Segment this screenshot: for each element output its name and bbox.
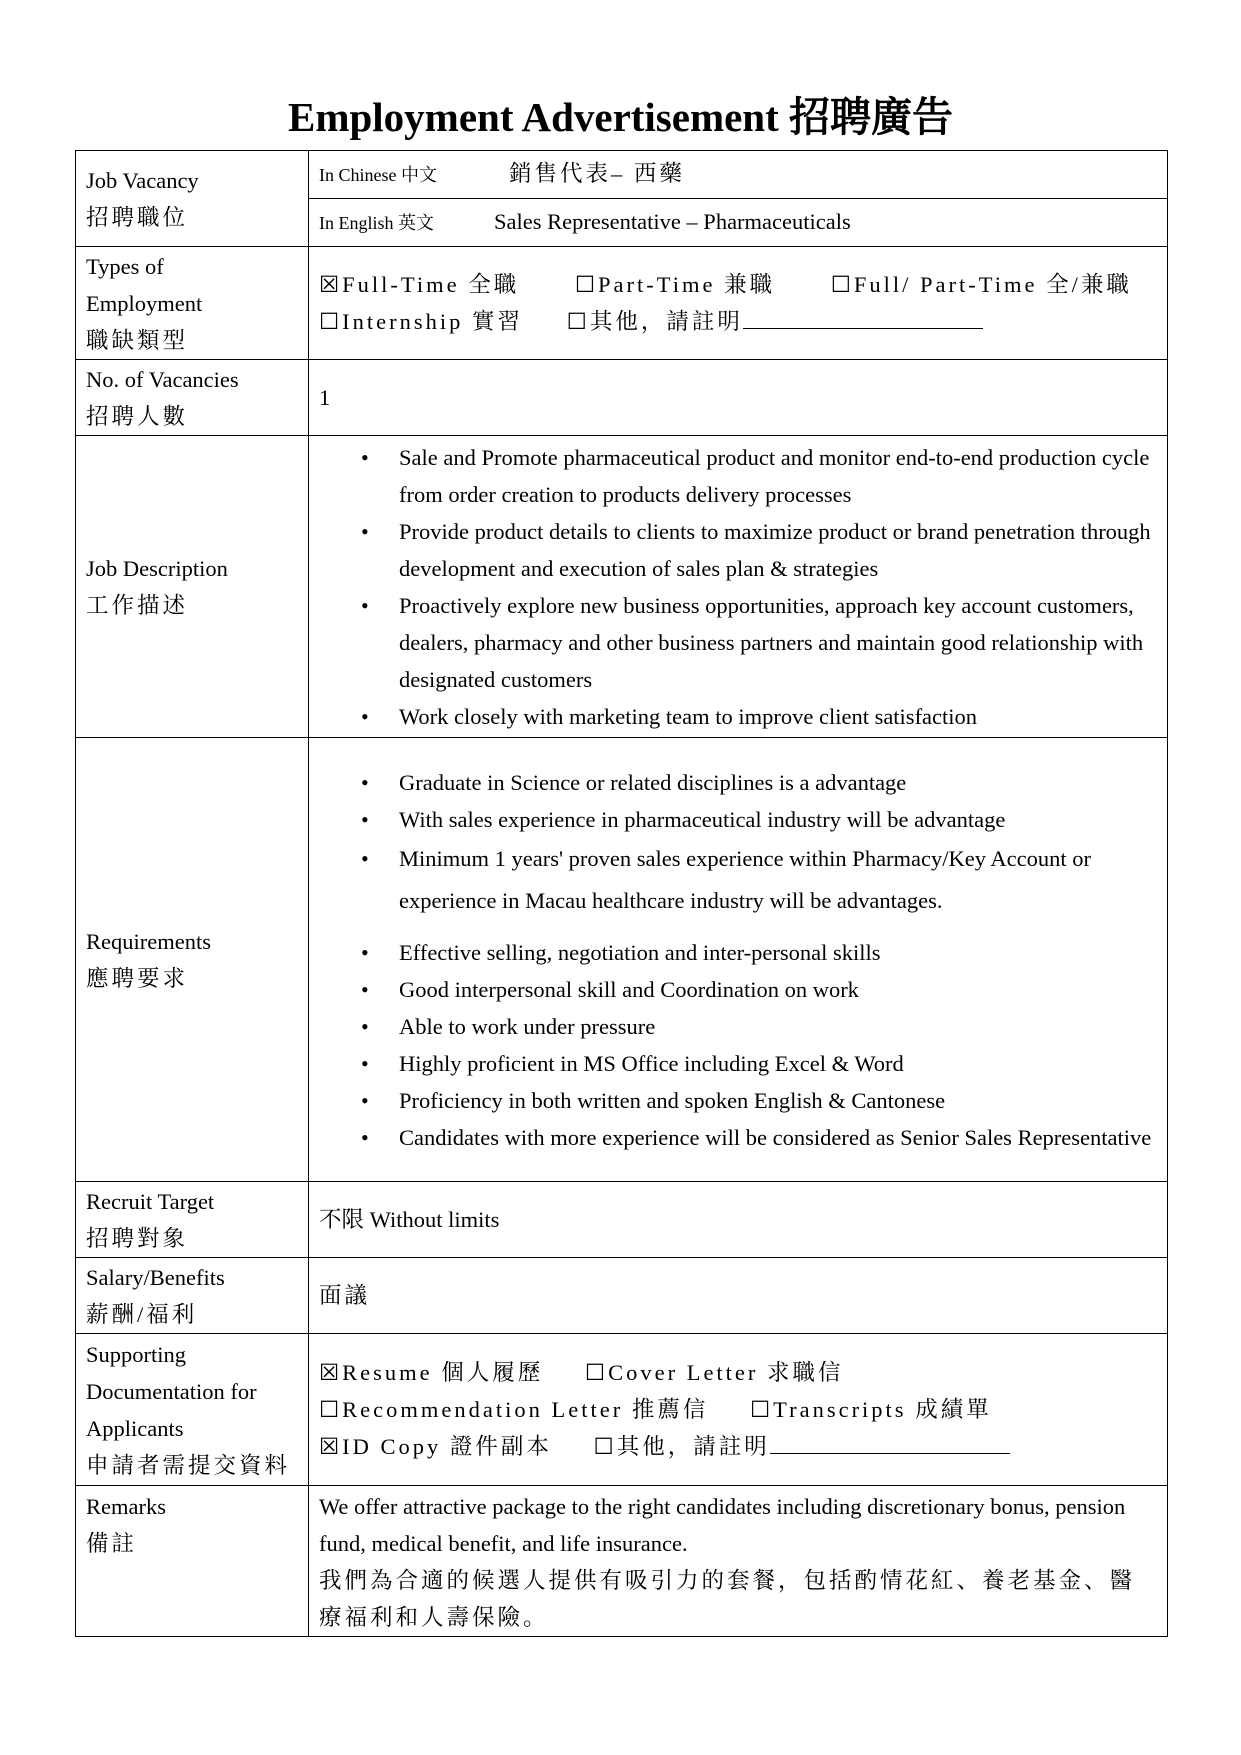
- job-vacancy-label-en: Job Vacancy: [86, 167, 199, 193]
- full-part-time-checkbox[interactable]: ☐Full/ Part-Time 全/兼職: [830, 272, 1132, 297]
- english-label: In English 英文: [319, 213, 434, 233]
- remarks-text-cn: 我們為合適的候選人提供有吸引力的套餐，包括酌情花紅、養老基金、醫療福利和人壽保險。: [319, 1568, 1136, 1630]
- list-item: • Candidates with more experience will be considered as Senior Sales Representative: [399, 1119, 1157, 1156]
- recruit-target-label: [76, 1182, 309, 1258]
- supporting-docs-label-cn: 申請者需提交資料: [86, 1452, 291, 1478]
- other-checkbox[interactable]: ☐其他，請註明: [566, 309, 743, 334]
- other-docs-specify-line[interactable]: [770, 1431, 1010, 1454]
- supporting-docs-row: [76, 1334, 1168, 1486]
- salary-label-cn: 薪酬/福利: [86, 1301, 198, 1327]
- cover-letter-checkbox[interactable]: ☐Cover Letter 求職信: [584, 1360, 844, 1385]
- advertisement-table: [75, 150, 1168, 1637]
- job-description-list: [319, 439, 1157, 735]
- page-title: Employment Advertisement 招聘廣告: [287, 94, 954, 140]
- requirements-row: [76, 738, 1168, 1182]
- list-item: • Proactively explore new business opportunities, approach key account customers, dealers, pharmacy and other business partners and maintain good relationship with designated customers: [399, 587, 1157, 698]
- vacancies-label-cn: 招聘人數: [86, 403, 189, 429]
- job-vacancy-label: [76, 151, 309, 247]
- resume-checkbox[interactable]: ☒Resume 個人履歷: [319, 1360, 544, 1385]
- list-item: • Minimum 1 years' proven sales experience within Pharmacy/Key Account or experience in Macau healthcare industry will be advantages.: [399, 838, 1157, 922]
- requirements-label: [76, 738, 309, 1182]
- remarks-content: [309, 1486, 1168, 1637]
- list-item: • Sale and Promote pharmaceutical product and monitor end-to-end production cycle from order creation to products delivery processes: [399, 439, 1157, 513]
- employment-type-label-cn: 職缺類型: [86, 327, 189, 353]
- remarks-text-en: We offer attractive package to the right candidates including discretionary bonus, pension fund, medical benefit, and life insurance.: [319, 1494, 1126, 1556]
- job-vacancy-english-cell: [309, 199, 1168, 247]
- job-description-content: [309, 436, 1168, 738]
- salary-row: [76, 1258, 1168, 1334]
- remarks-label: [76, 1486, 309, 1637]
- employment-type-options: [309, 247, 1168, 360]
- full-time-checkbox[interactable]: ☒Full-Time 全職: [319, 272, 520, 297]
- remarks-row: [76, 1486, 1168, 1637]
- job-description-label: [76, 436, 309, 738]
- requirements-list: [319, 764, 1157, 1156]
- chinese-job-title: 銷售代表– 西藥: [509, 161, 685, 186]
- job-description-row: [76, 436, 1168, 738]
- list-item: • Able to work under pressure: [399, 1008, 1157, 1045]
- job-vacancy-chinese-cell: [309, 151, 1168, 199]
- list-item: • Proficiency in both written and spoken English & Cantonese: [399, 1082, 1157, 1119]
- salary-value: 面議: [309, 1258, 1168, 1334]
- internship-checkbox[interactable]: ☐Internship 實習: [319, 309, 524, 334]
- requirements-content: [309, 738, 1168, 1182]
- list-item: • Graduate in Science or related disciplines is a advantage: [399, 764, 1157, 801]
- supporting-docs-label-en-1: Supporting: [86, 1341, 187, 1367]
- list-item: • Highly proficient in MS Office including Excel & Word: [399, 1045, 1157, 1082]
- salary-label-en: Salary/Benefits: [86, 1264, 225, 1290]
- list-item: • Good interpersonal skill and Coordination on work: [399, 971, 1157, 1008]
- transcripts-checkbox[interactable]: ☐Transcripts 成績單: [749, 1397, 992, 1422]
- part-time-checkbox[interactable]: ☐Part-Time 兼職: [574, 272, 776, 297]
- other-docs-checkbox[interactable]: ☐其他，請註明: [593, 1434, 770, 1459]
- list-item: • Effective selling, negotiation and inter-personal skills: [399, 934, 1157, 971]
- id-copy-checkbox[interactable]: ☒ID Copy 證件副本: [319, 1434, 552, 1459]
- job-vacancy-label-cn: 招聘職位: [86, 204, 189, 230]
- remarks-label-cn: 備註: [86, 1531, 138, 1556]
- recruit-target-row: [76, 1182, 1168, 1258]
- english-job-title: Sales Representative – Pharmaceuticals: [494, 209, 851, 234]
- recruit-target-label-en: Recruit Target: [86, 1188, 215, 1214]
- vacancies-label-en: No. of Vacancies: [86, 366, 239, 392]
- employment-type-label: [76, 247, 309, 360]
- salary-label: [76, 1258, 309, 1334]
- other-specify-line[interactable]: [743, 306, 983, 329]
- employment-type-label-en-1: Types of: [86, 253, 164, 279]
- list-item: • With sales experience in pharmaceutical industry will be advantage: [399, 801, 1157, 838]
- list-item: • Provide product details to clients to maximize product or brand penetration through development and execution of sales plan & strategies: [399, 513, 1157, 587]
- recruit-target-label-cn: 招聘對象: [86, 1225, 189, 1251]
- vacancies-row: [76, 360, 1168, 436]
- recommendation-letter-checkbox[interactable]: ☐Recommendation Letter 推薦信: [319, 1397, 709, 1422]
- vacancies-label: [76, 360, 309, 436]
- employment-type-row: [76, 247, 1168, 360]
- employment-type-label-en-2: Employment: [86, 290, 203, 316]
- supporting-docs-label-en-2: Documentation for: [86, 1378, 257, 1404]
- recruit-target-value: 不限 Without limits: [309, 1182, 1168, 1258]
- vacancies-value: 1: [309, 360, 1168, 436]
- remarks-label-en: Remarks: [86, 1494, 166, 1519]
- supporting-docs-options: [309, 1334, 1168, 1486]
- supporting-docs-label-en-3: Applicants: [86, 1415, 184, 1441]
- list-item: • Work closely with marketing team to improve client satisfaction: [399, 698, 1157, 735]
- chinese-label: In Chinese 中文: [319, 165, 437, 185]
- requirements-label-en: Requirements: [86, 928, 211, 954]
- job-description-label-cn: 工作描述: [86, 592, 189, 618]
- supporting-docs-label: [76, 1334, 309, 1486]
- job-description-label-en: Job Description: [86, 555, 228, 581]
- requirements-label-cn: 應聘要求: [86, 965, 189, 991]
- job-vacancy-row-chinese: [76, 151, 1168, 199]
